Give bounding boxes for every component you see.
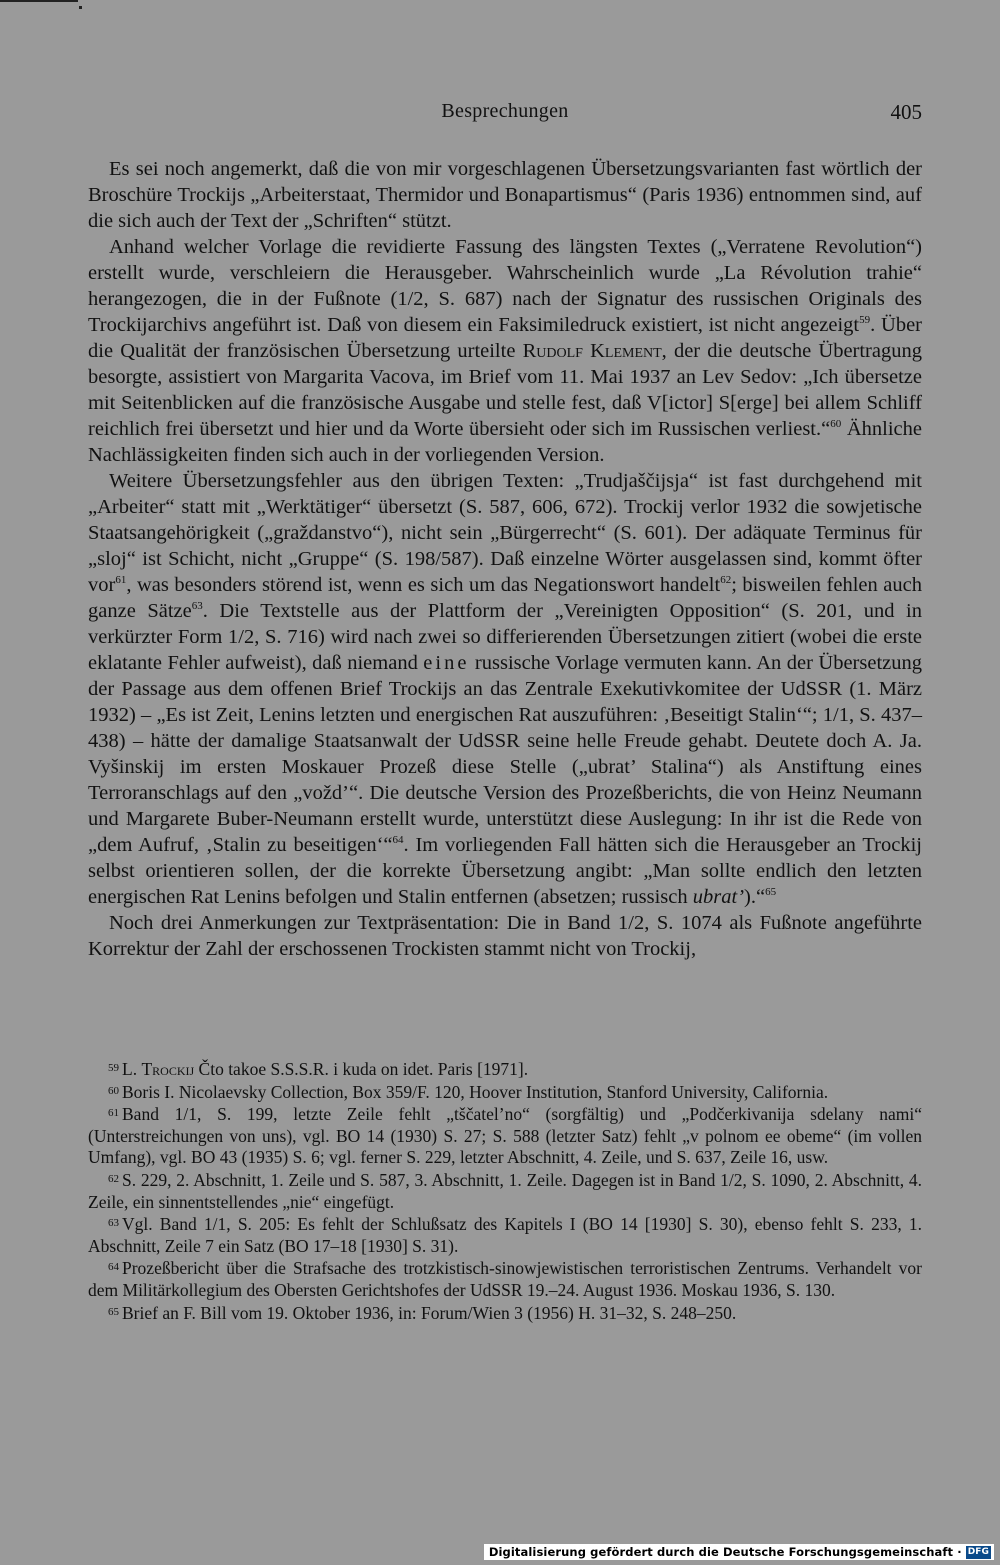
body-text-segment: . Über die Qualität der französischen Übersetzung urteilte	[88, 314, 922, 362]
footnotes	[88, 1058, 922, 1324]
footnote-reference: 61	[115, 574, 127, 587]
footnote-number: 61	[108, 1107, 119, 1120]
body-text-segment: , was besonders störend ist, wenn es sich um das Negationswort handelt	[126, 574, 721, 596]
footnote-text-segment: S. 229, 2. Abschnitt, 1. Zeile und S. 587, 3. Abschnitt, 1. Zeile. Dagegen ist in Band 1/2, S. 1090, 2. Abschnitt, 4. Zeile, ein sinnentstellendes „nie“ eingefügt.	[88, 1169, 922, 1212]
footnote-number: 62	[108, 1172, 119, 1185]
author-name: Rudolf Klement	[522, 340, 662, 362]
body-text-segment: Noch drei Anmerkungen zur Textpräsentation: Die in Band 1/2, S. 1074 als Fußnote angeführte Korrektur der Zahl der erschossenen Trockisten stammt nicht von Trockij,	[88, 912, 922, 960]
running-head: Besprechungen	[441, 100, 569, 122]
footnote-number: 60	[108, 1084, 119, 1097]
body-paragraph	[88, 910, 922, 962]
body-text-segment: . Die Textstelle aus der Plattform der „Vereinigten Opposition“ (S. 201, und in verkürzter Form 1/2, S. 716) wird nach zwei so differierenden Übersetzungen zitiert (wobei die erste eklatante Fehler aufweist), daß niemand	[88, 600, 922, 674]
body-text-segment: ).“	[744, 886, 766, 908]
footnote	[88, 1103, 922, 1169]
footnote-reference: 65	[765, 886, 777, 899]
footnote	[88, 1081, 922, 1104]
body-paragraph	[88, 156, 922, 234]
body-text-segment: Anhand welcher Vorlage die revidierte Fassung des längsten Textes („Verratene Revolution“) erstellt wurde, verschleiern die Herausgeber. Wahrscheinlich wurde „La Révolution trahie“ herangezogen, die in der Fußnote (1/2, S. 687) nach der Signatur des russischen Originals des Trockijarchivs angeführt ist. Daß von diesem ein Faksimiledruck existiert, ist nicht angezeigt	[88, 236, 922, 336]
scan-edge-dot	[79, 6, 82, 9]
body-text-segment: Es sei noch angemerkt, daß die von mir vorgeschlagenen Übersetzungsvarianten fast wörtlich der Broschüre Trockijs „Arbeiterstaat, Thermidor und Bonapartismus“ (Paris 1936) entnommen sind, auf die sich auch der Text der „Schriften“ stützt.	[88, 158, 922, 232]
body-text-segment: , der die deutsche Übertragung besorgte, assistiert von Margarita Vacova, im Brief vom 11. Mai 1937 an Lev Sedov: „Ich übersetze mit Seitenblicken auf die französische Ausgabe und stelle fest, daß V[ictor] S[erge] bei allem Schliff reichlich frei übersetzt und hier und da Worte übersieht oder sich im Russischen verliest.“	[88, 340, 922, 440]
footnote-number: 64	[108, 1261, 119, 1274]
footnote-reference: 59	[859, 314, 871, 327]
footnote-number: 63	[108, 1217, 119, 1230]
footnote-reference: 63	[191, 600, 203, 613]
footnote	[88, 1213, 922, 1257]
page-number: 405	[890, 100, 922, 124]
body-text-segment: . Im vorliegenden Fall hätten sich die Herausgeber an Trockij selbst orientieren sollen, der die korrekte Übersetzung angibt: „Man sollte endlich den letzten energischen Rat Lenins befolgen und Stalin entfernen (absetzen; russisch	[88, 834, 922, 908]
footnote-reference: 60	[830, 418, 842, 431]
footnote-number: 59	[108, 1062, 119, 1074]
body-text-segment: Weitere Übersetzungsfehler aus den übrigen Texten: „Trudjaščijsja“ ist fast durchgehend mit „Arbeiter“ statt mit „Werktätiger“ übersetzt (S. 587, 606, 672). Trockij verlor 1932 die sowjetische Staatsangehörigkeit („graždanstvo“), nicht sein „Bürgerrecht“ (S. 601). Der adäquate Terminus für „sloj“ ist Schicht, nicht „Gruppe“ (S. 198/587). Daß einzelne Wörter ausgelassen sind, kommt öfter vor	[88, 470, 922, 596]
italic-term: ubrat’	[692, 886, 745, 908]
credit-text: Digitalisierung gefördert durch die Deutsche Forschungsgemeinschaft ·	[488, 1545, 962, 1559]
body-text-segment: russische Vorlage vermuten kann. An der Übersetzung der Passage aus dem offenen Brief Trockijs an das Zentrale Exekutivkomitee der UdSSR (1. März 1932) – „Es ist Zeit, Lenins letzten und energischen Rat auszuführen: ‚Beseitigt Stalin‘“; 1/1, S. 437–438) – hätte der damalige Staatsanwalt der UdSSR seine helle Freude gehabt. Deutete doch A. Ja. Vyšinskij im ersten Moskauer Prozeß diese Stelle („ubrat’ Stalina“) als Anstiftung eines Terroranschlags auf den „vožd’“. Die deutsche Version des Prozeßberichts, die von Heinz Neumann und Margarete Buber-Neumann erstellt wurde, unterstützt diese Auslegung: In ihr ist die Rede von „dem Aufruf, ‚Stalin zu beseitigen‘“	[88, 652, 922, 856]
digitization-credit	[484, 1544, 994, 1560]
footnote-text-segment: Boris I. Nicolaevsky Collection, Box 359/F. 120, Hoover Institution, Stanford University, California.	[122, 1081, 829, 1102]
footnote-number: 65	[108, 1305, 119, 1318]
footnote	[88, 1169, 922, 1213]
footnote-text-segment: Čto takoe S.S.S.R. i kuda on idet. Paris [1971].	[194, 1059, 529, 1079]
footnote-text-segment: L.	[122, 1059, 142, 1079]
footnote-text-segment: Vgl. Band 1/1, S. 205: Es fehlt der Schlußsatz des Kapitels I (BO 14 [1930] S. 30), ebenso fehlt S. 233, 1. Abschnitt, Zeile 7 ein Satz (BO 17–18 [1930] S. 31).	[88, 1214, 922, 1256]
footnote	[88, 1302, 922, 1325]
body-paragraph	[88, 234, 922, 468]
body-text-segment: ; bisweilen fehlen auch ganze Sätze	[88, 574, 922, 622]
footnote	[88, 1257, 922, 1301]
footnote	[88, 1058, 922, 1081]
footnote-text-segment: Band 1/1, S. 199, letzte Zeile fehlt „tščatel’no“ (sorgfältig) und „Podčerkivanija sdelany nami“ (Unterstreichungen von uns), vgl. BO 14 (1930) S. 27; S. 588 (letzter Satz) fehlt „v polnom ee obeme“ (im vollen Umfang), vgl. BO 43 (1935) S. 6; vgl. ferner S. 229, letzter Abschnitt, 4. Zeile, und S. 637, Zeile 16, usw.	[88, 1104, 922, 1168]
footnote-text-segment: Prozeßbericht über die Strafsache des trotzkistisch-sinowjewistischen terroristischen Zentrums. Verhandelt vor dem Militärkollegium des Obersten Gerichtshofes der UdSSR 19.–24. August 1936. Moskau 1936, S. 130.	[88, 1258, 922, 1300]
spaced-emphasis: eine	[423, 652, 470, 674]
page-header	[88, 100, 922, 130]
body-text	[88, 156, 922, 962]
footnote-text-segment: Brief an F. Bill vom 19. Oktober 1936, in: Forum/Wien 3 (1956) H. 31–32, S. 248–250.	[122, 1302, 737, 1323]
dfg-logo-icon: DFG	[967, 1546, 989, 1557]
scan-edge-line	[0, 0, 78, 2]
footnote-reference: 62	[720, 574, 732, 587]
body-paragraph	[88, 468, 922, 910]
body-text-segment: Ähnliche Nachlässigkeiten finden sich auch in der vorliegenden Version.	[88, 418, 922, 466]
footnote-reference: 64	[392, 834, 404, 847]
author-name: Trockij	[141, 1059, 195, 1079]
